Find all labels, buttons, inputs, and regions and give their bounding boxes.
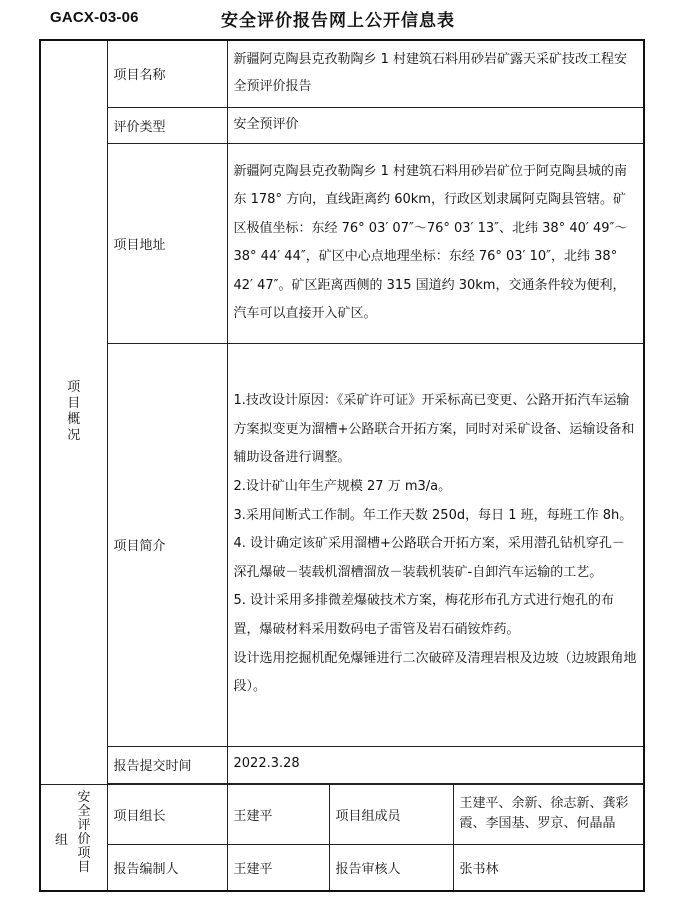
document-code: GACX-03-06 bbox=[50, 9, 139, 26]
header bbox=[0, 6, 682, 32]
intro-item-2: 2.设计矿山年生产规模 27 万 m3/a。 bbox=[233, 479, 452, 495]
address-value: 新疆阿克陶县克孜勒陶乡 1 村建筑石料用砂岩矿位于阿克陶县城的南东 178° 方向，直线距离约 60km，行政区划隶属阿克陶县管辖。矿区极值坐标：东经 76° 03′ 07″～76° 03′ 13″、北纬 38° 40′ 49″～38° 44′ 44″，矿区中心点地理坐标：东经 76° 03′ 10″，北纬 38° 42′ 47″。矿区距离西侧的 315 国道约 30km，交通条件较为便利，汽车可以直接开入矿区。 bbox=[227, 143, 644, 343]
reviewer-label: 报告审核人 bbox=[329, 844, 453, 891]
intro-item-1: 1.技改设计原因：《采矿许可证》开采标高已变更、公路开拓汽车运输方案拟变更为溜槽+公路联合开拓方案，同时对采矿设备、运输设备和辅助设备进行调整。 bbox=[233, 393, 635, 466]
row-leader bbox=[40, 784, 644, 844]
document-title: 安全评价报告网上公开信息表 bbox=[221, 11, 455, 31]
row-submit-time bbox=[40, 746, 644, 783]
intro-label: 项目简介 bbox=[107, 343, 227, 746]
intro-item-6: 设计选用挖掘机配免爆锤进行二次破碎及清理岩根及边坡（边坡跟角地段）。 bbox=[233, 650, 637, 695]
intro-item-3: 3.采用间断式工作制。年工作天数 250d，每日 1 班，每班工作 8h。 bbox=[233, 507, 633, 523]
address-label: 项目地址 bbox=[107, 143, 227, 343]
project-name-label: 项目名称 bbox=[107, 40, 227, 107]
row-eval-type bbox=[40, 107, 644, 143]
eval-type-label: 评价类型 bbox=[107, 107, 227, 143]
intro-value bbox=[227, 343, 644, 746]
section-overview-label: 项目概况 bbox=[40, 40, 107, 784]
group-label-vertical: 安全评价项目 bbox=[77, 789, 91, 875]
eval-type-value: 安全预评价 bbox=[227, 107, 644, 143]
section-group-label bbox=[40, 784, 107, 891]
intro-item-4: 4. 设计确定该矿采用溜槽+公路联合开拓方案，采用潜孔钻机穿孔－深孔爆破－装载机溜槽溜放－装载机装矿-自卸汽车运输的工艺。 bbox=[233, 536, 625, 580]
members-label: 项目组成员 bbox=[329, 784, 453, 844]
project-name-value: 新疆阿克陶县克孜勒陶乡 1 村建筑石料用砂岩矿露天采矿技改工程安全预评价报告 bbox=[227, 40, 644, 107]
leader-label: 项目组长 bbox=[107, 784, 227, 844]
reviewer-value: 张书林 bbox=[453, 844, 644, 891]
row-project-name bbox=[40, 40, 644, 107]
group-label-char: 组 bbox=[55, 832, 69, 848]
row-compiler bbox=[40, 844, 644, 891]
submit-time-label: 报告提交时间 bbox=[107, 746, 227, 783]
compiler-value: 王建平 bbox=[227, 844, 329, 891]
intro-item-5: 5. 设计采用多排微差爆破技术方案，梅花形布孔方式进行炮孔的布置，爆破材料采用数码电子雷管及岩石硝铵炸药。 bbox=[233, 593, 615, 637]
members-value: 王建平、余新、徐志新、龚彩霞、李国基、罗京、何晶晶 bbox=[453, 784, 644, 844]
row-address bbox=[40, 143, 644, 343]
compiler-label: 报告编制人 bbox=[107, 844, 227, 891]
leader-value: 王建平 bbox=[227, 784, 329, 844]
submit-time-value: 2022.3.28 bbox=[227, 746, 644, 783]
info-table bbox=[39, 39, 645, 892]
row-intro bbox=[40, 343, 644, 746]
